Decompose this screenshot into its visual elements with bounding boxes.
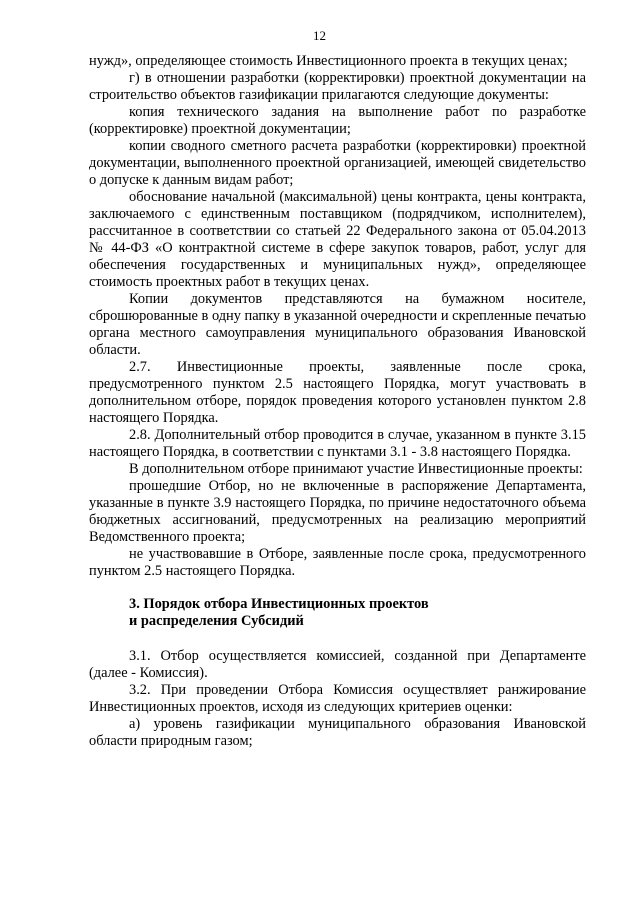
- paragraph: копии сводного сметного расчета разработки (корректировки) проектной документации, выполненного проектной организацией, имеющей свидетельство о допуске к данным видам работ;: [89, 138, 586, 188]
- paragraph: г) в отношении разработки (корректировки) проектной документации на строительство объектов газификации прилагаются следующие документы:: [89, 70, 586, 103]
- paragraph: а) уровень газификации муниципального образования Ивановской области природным газом;: [89, 716, 586, 749]
- paragraph: В дополнительном отборе принимают участие Инвестиционные проекты:: [129, 461, 583, 477]
- paragraph: 3.2. При проведении Отбора Комиссия осуществляет ранжирование Инвестиционных проектов, исходя из следующих критериев оценки:: [89, 682, 586, 715]
- paragraph: 2.7. Инвестиционные проекты, заявленные после срока, предусмотренного пунктом 2.5 настоящего Порядка, могут участвовать в дополнительном отборе, порядок проведения которого установлен пунктом 2.8 настоящего Порядка.: [89, 359, 586, 426]
- paragraph: нужд», определяющее стоимость Инвестиционного проекта в текущих ценах;: [89, 53, 568, 69]
- section-heading-line: 3. Порядок отбора Инвестиционных проектов: [129, 596, 429, 612]
- paragraph: не участвовавшие в Отборе, заявленные после срока, предусмотренного пунктом 2.5 настоящего Порядка.: [89, 546, 586, 579]
- paragraph: обоснование начальной (максимальной) цены контракта, цены контракта, заключаемого с единственным поставщиком (подрядчиком, исполнителем), рассчитанное в соответствии со статьей 22 Федерального закона от 05.04.2013 № 44-ФЗ «О контрактной системе в сфере закупок товаров, работ, услуг для обеспечения государственных и муниципальных нужд», определяющее стоимость проектных работ в текущих ценах.: [89, 189, 586, 290]
- section-heading-line: и распределения Субсидий: [129, 613, 304, 629]
- section-heading: [89, 596, 586, 630]
- paragraph: Копии документов представляются на бумажном носителе, сброшюрованные в одну папку в указанной очередности и скрепленные печатью органа местного самоуправления муниципального образования Ивановской области.: [89, 291, 586, 358]
- paragraph: 2.8. Дополнительный отбор проводится в случае, указанном в пункте 3.15 настоящего Порядка, в соответствии с пунктами 3.1 - 3.8 настоящего Порядка.: [89, 427, 586, 460]
- paragraph: копия технического задания на выполнение работ по разработке (корректировке) проектной документации;: [89, 104, 586, 137]
- page-number: 12: [313, 28, 326, 43]
- paragraph: 3.1. Отбор осуществляется комиссией, созданной при Департаменте (далее - Комиссия).: [89, 648, 586, 681]
- paragraph: прошедшие Отбор, но не включенные в распоряжение Департамента, указанные в пункте 3.9 настоящего Порядка, по причине недостаточного объема бюджетных ассигнований, предусмотренных на реализацию мероприятий Ведомственного проекта;: [89, 478, 586, 545]
- document-body: [89, 53, 586, 750]
